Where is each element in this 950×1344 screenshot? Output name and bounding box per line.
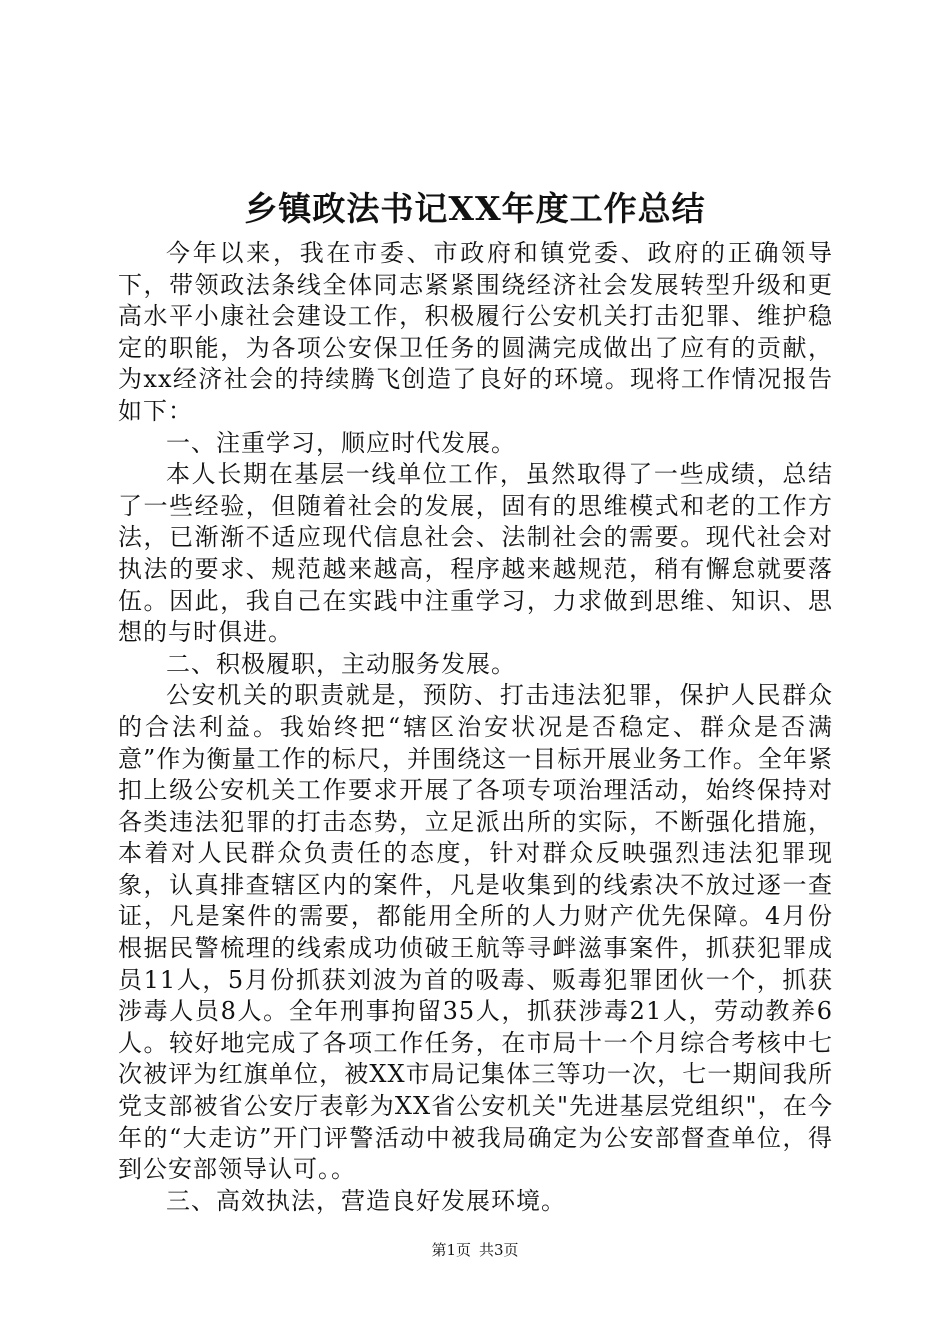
document-body xyxy=(118,238,833,1217)
section-paragraph-2: 公安机关的职责就是，预防、打击违法犯罪，保护人民群众的合法利益。我始终把“辖区治安状况是否稳定、群众是否满意”作为衡量工作的标尺，并围绕这一目标开展业务工作。全年紧扣上级公安机关工作要求开展了各项专项治理活动，始终保持对各类违法犯罪的打击态势，立足派出所的实际，不断强化措施，本着对人民群众负责任的态度，针对群众反映强烈违法犯罪现象，认真排查辖区内的案件，凡是收集到的线索决不放过逐一查证，凡是案件的需要，都能用全所的人力财产优先保障。4月份根据民警梳理的线索成功侦破王航等寻衅滋事案件，抓获犯罪成员11人，5月份抓获刘波为首的吸毒、贩毒犯罪团伙一个，抓获涉毒人员8人。全年刑事拘留35人，抓获涉毒21人，劳动教养6人。较好地完成了各项工作任务，在市局十一个月综合考核中七次被评为红旗单位，被XX市局记集体三等功一次，七一期间我所党支部被省公安厅表彰为XX省公安机关"先进基层党组织"，在今年的“大走访”开门评警活动中被我局确定为公安部督查单位，得到公安部领导认可。。 xyxy=(118,681,833,1184)
page-number: 第1页 xyxy=(431,1241,471,1259)
page-footer xyxy=(0,1240,950,1260)
page-total: 共3页 xyxy=(479,1241,519,1259)
section-paragraph-1: 本人长期在基层一线单位工作，虽然取得了一些成绩，总结了一些经验，但随着社会的发展，固有的思维模式和老的工作方法，已渐渐不适应现代信息社会、法制社会的需要。现代社会对执法的要求、规范越来越高，程序越来越规范，稍有懈怠就要落伍。因此，我自己在实践中注重学习，力求做到思维、知识、思想的与时俱进。 xyxy=(118,460,833,647)
section-heading-1: 一、注重学习，顺应时代发展。 xyxy=(166,428,516,457)
section-heading-3: 三、高效执法，营造良好发展环境。 xyxy=(166,1186,566,1215)
intro-paragraph: 今年以来，我在市委、市政府和镇党委、政府的正确领导下，带领政法条线全体同志紧紧围绕经济社会发展转型升级和更高水平小康社会建设工作，积极履行公安机关打击犯罪、维护稳定的职能，为各项公安保卫任务的圆满完成做出了应有的贡献，为xx经济社会的持续腾飞创造了良好的环境。现将工作情况报告如下： xyxy=(118,239,833,425)
section-heading-2: 二、积极履职，主动服务发展。 xyxy=(166,649,516,678)
document-title: 乡镇政法书记XX年度工作总结 xyxy=(244,189,706,228)
